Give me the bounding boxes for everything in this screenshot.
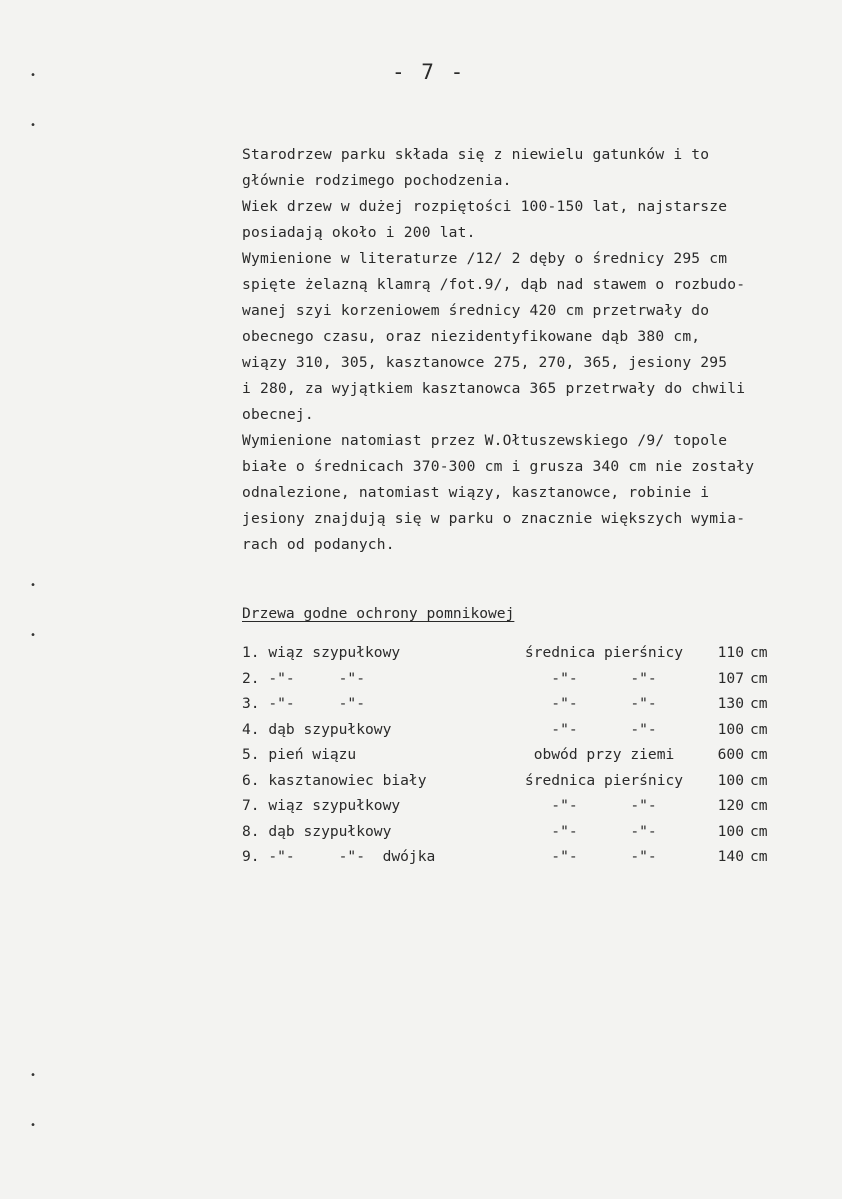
paragraph-line: białe o średnicach 370-300 cm i grusza 340 cm nie zostały [242,458,755,475]
trees-table [242,640,780,870]
tree-value: 600 [717,746,744,764]
tree-measure: obwód przy ziemi [533,746,675,764]
paragraph-line: wanej szyi korzeniowem średnicy 420 cm przetrwały do [242,302,710,319]
tree-name: 5. pień wiązu [242,746,357,764]
tree-unit: cm [750,695,768,713]
margin-mark: • [30,580,37,591]
body-paragraph [242,142,822,558]
tree-unit: cm [750,746,768,764]
paragraph-line: Wymienione natomiast przez W.Ołtuszewskiego /9/ topole [242,432,728,449]
table-row [242,844,780,870]
tree-value: 140 [717,848,744,866]
tree-value: 107 [717,669,744,687]
tree-value: 130 [717,695,744,713]
table-row [242,742,780,768]
tree-value: 100 [717,771,744,789]
tree-measure: średnica pierśnicy [524,644,684,662]
table-row [242,819,780,845]
margin-mark: • [30,1070,37,1081]
margin-mark: • [30,70,37,81]
tree-measure: -"- -"- [551,848,657,866]
paragraph-line: jesiony znajdują się w parku o znacznie większych wymia- [242,510,746,527]
paragraph-line: wiązy 310, 305, kasztanowce 275, 270, 365, jesiony 295 [242,354,728,371]
tree-measure: średnica pierśnicy [524,771,684,789]
table-row [242,717,780,743]
tree-unit: cm [750,771,768,789]
tree-name: 1. wiąz szypułkowy [242,644,401,662]
paragraph-line: rach od podanych. [242,536,395,553]
tree-value: 110 [717,644,744,662]
table-row [242,793,780,819]
paragraph-line: spięte żelazną klamrą /fot.9/, dąb nad stawem o rozbudo- [242,276,746,293]
paragraph-line: Wiek drzew w dużej rozpiętości 100-150 lat, najstarsze [242,198,728,215]
tree-measure: -"- -"- [551,822,657,840]
paragraph-line: Wymienione w literaturze /12/ 2 dęby o średnicy 295 cm [242,250,728,267]
tree-measure: -"- -"- [551,695,657,713]
margin-mark: • [30,1120,37,1131]
tree-name: 2. -"- -"- [242,669,366,687]
paragraph-line: obecnego czasu, oraz niezidentyfikowane dąb 380 cm, [242,328,701,345]
paragraph-line: odnalezione, natomiast wiązy, kasztanowce, robinie i [242,484,710,501]
paragraph-line: i 280, za wyjątkiem kasztanowca 365 przetrwały do chwili [242,380,746,397]
tree-name: 8. dąb szypułkowy [242,822,392,840]
margin-mark: • [30,630,37,641]
tree-unit: cm [750,644,768,662]
paragraph-line: głównie rodzimego pochodzenia. [242,172,512,189]
tree-name: 7. wiąz szypułkowy [242,797,401,815]
table-row [242,666,780,692]
table-row [242,768,780,794]
tree-name: 3. -"- -"- [242,695,366,713]
paragraph-line: obecnej. [242,406,314,423]
table-row [242,640,780,666]
table-row [242,691,780,717]
tree-unit: cm [750,720,768,738]
tree-unit: cm [750,669,768,687]
tree-unit: cm [750,822,768,840]
page-number: - 7 - [392,60,466,84]
tree-value: 100 [717,720,744,738]
tree-name: 6. kasztanowiec biały [242,771,427,789]
section-heading: Drzewa godne ochrony pomnikowej [242,605,515,622]
tree-name: 4. dąb szypułkowy [242,720,392,738]
tree-unit: cm [750,797,768,815]
tree-measure: -"- -"- [551,669,657,687]
margin-mark: • [30,120,37,131]
tree-unit: cm [750,848,768,866]
tree-name: 9. -"- -"- dwójka [242,848,436,866]
paragraph-line: Starodrzew parku składa się z niewielu gatunków i to [242,146,710,163]
tree-measure: -"- -"- [551,797,657,815]
tree-value: 120 [717,797,744,815]
tree-measure: -"- -"- [551,720,657,738]
tree-value: 100 [717,822,744,840]
paragraph-line: posiadają około i 200 lat. [242,224,476,241]
